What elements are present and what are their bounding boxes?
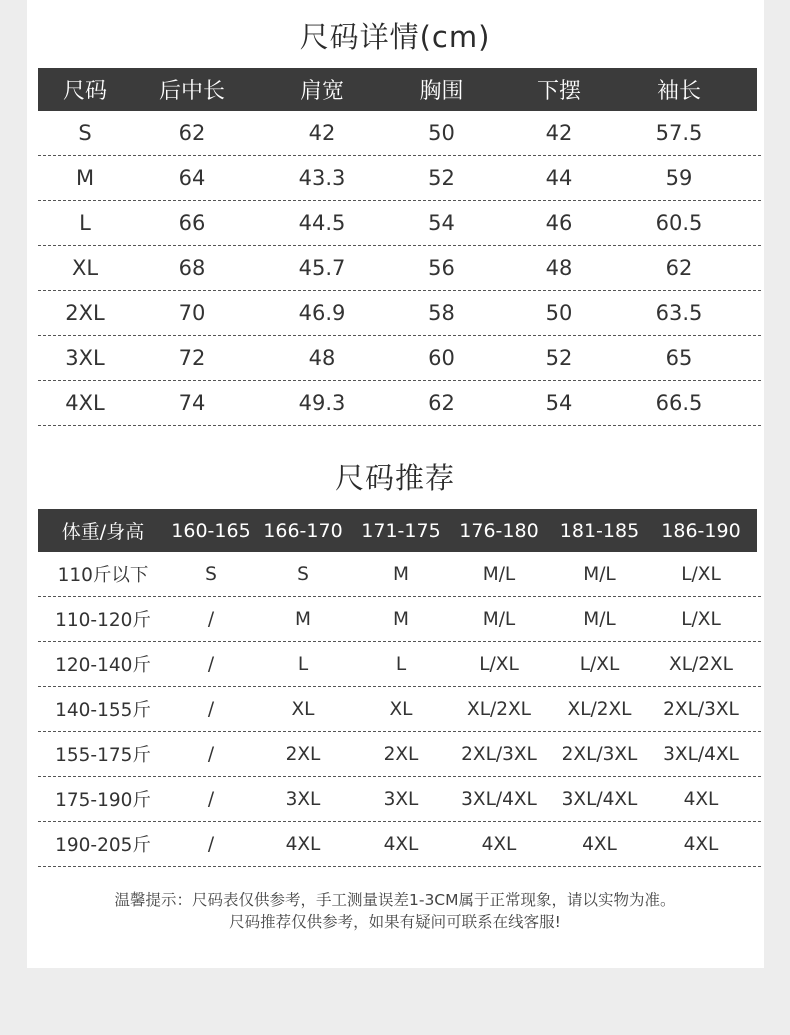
- table-row: [38, 156, 761, 201]
- row-label-cell: XL: [71, 256, 99, 280]
- header-cell: 171-175: [361, 519, 441, 542]
- table-cell: 3XL: [285, 788, 321, 810]
- table-cell: 60.5: [655, 211, 703, 235]
- header-cell: 176-180: [459, 519, 539, 542]
- table-cell: S: [297, 563, 309, 585]
- table-cell: 62: [428, 391, 455, 415]
- size-recommendation-title: 尺码推荐: [334, 461, 455, 495]
- table-cell: 66.5: [655, 391, 703, 415]
- table-cell: 48: [545, 256, 573, 280]
- table-cell: 42: [308, 121, 336, 145]
- header-cell: 181-185: [559, 519, 640, 542]
- table-cell: 65: [665, 346, 693, 370]
- table-cell: 48: [308, 346, 336, 370]
- table-cell: XL: [389, 698, 413, 720]
- row-label-cell: 2XL: [65, 301, 105, 325]
- table-cell: 3XL/4XL: [461, 788, 537, 810]
- table-row: [38, 552, 761, 597]
- table-row: [38, 201, 761, 246]
- table-cell: 2XL: [285, 743, 321, 765]
- row-label-cell: M: [75, 166, 95, 190]
- header-cell: 160-165: [171, 519, 251, 542]
- table-cell: 46.9: [298, 301, 346, 325]
- table-cell: S: [205, 563, 217, 585]
- table-row: [38, 381, 761, 426]
- table-cell: 2XL: [383, 743, 419, 765]
- table-cell: 52: [545, 346, 573, 370]
- table-cell: M: [393, 608, 409, 630]
- table-row: [38, 822, 761, 867]
- row-label-cell: 140-155斤: [55, 700, 151, 721]
- table-cell: 4XL: [383, 833, 419, 855]
- table-cell: 2XL/3XL: [663, 698, 739, 720]
- table-cell: 62: [665, 256, 693, 280]
- table-cell: 3XL/4XL: [663, 743, 739, 765]
- table-cell: 57.5: [655, 121, 703, 145]
- table-cell: /: [207, 788, 215, 810]
- table-cell: 42: [545, 121, 573, 145]
- table-cell: 70: [178, 301, 206, 325]
- table-cell: 68: [178, 256, 206, 280]
- row-label-cell: 155-175斤: [55, 745, 151, 766]
- table-row: [38, 732, 761, 777]
- table-cell: /: [207, 743, 215, 765]
- table-cell: M/L: [482, 563, 516, 585]
- table-row: [38, 291, 761, 336]
- size-detail-title: 尺码详情(cm): [299, 20, 491, 54]
- table-cell: 62: [178, 121, 206, 145]
- header-cell: 186-190: [661, 519, 741, 542]
- table-cell: XL: [291, 698, 315, 720]
- size-detail-header-row: [38, 68, 757, 111]
- header-cell: 尺码: [62, 79, 107, 104]
- table-cell: 72: [178, 346, 206, 370]
- table-cell: 56: [428, 256, 455, 280]
- table-cell: 44.5: [298, 211, 346, 235]
- table-cell: 4XL: [683, 788, 719, 810]
- row-label-cell: 110-120斤: [55, 610, 151, 631]
- table-cell: L: [395, 653, 407, 675]
- table-cell: 58: [428, 301, 455, 325]
- table-cell: 4XL: [285, 833, 321, 855]
- size-recommendation-header-row: [38, 509, 757, 552]
- table-row: [38, 687, 761, 732]
- table-cell: 54: [428, 211, 455, 235]
- table-cell: XL/2XL: [669, 653, 733, 675]
- row-label-cell: 120-140斤: [55, 655, 151, 676]
- table-cell: L/XL: [681, 608, 721, 630]
- table-cell: 4XL: [481, 833, 517, 855]
- header-cell: 肩宽: [299, 79, 344, 104]
- table-cell: M/L: [482, 608, 516, 630]
- table-cell: 52: [428, 166, 455, 190]
- row-label-cell: S: [78, 121, 92, 145]
- header-cell: 166-170: [263, 519, 343, 542]
- table-cell: L: [297, 653, 309, 675]
- table-cell: L/XL: [479, 653, 519, 675]
- table-cell: 60: [428, 346, 455, 370]
- table-cell: L/XL: [681, 563, 721, 585]
- table-cell: 45.7: [298, 256, 346, 280]
- row-label-cell: 110斤以下: [57, 565, 149, 586]
- table-cell: 63.5: [655, 301, 703, 325]
- table-cell: 74: [178, 391, 206, 415]
- table-cell: XL/2XL: [567, 698, 632, 720]
- table-row: [38, 111, 761, 156]
- table-cell: /: [207, 833, 215, 855]
- row-label-cell: 175-190斤: [55, 790, 151, 811]
- table-row: [38, 642, 761, 687]
- header-cell: 体重/身高: [61, 521, 145, 543]
- table-cell: 50: [428, 121, 455, 145]
- size-recommendation-table: [38, 509, 757, 867]
- table-cell: 2XL/3XL: [561, 743, 638, 765]
- table-cell: 43.3: [298, 166, 346, 190]
- table-cell: L/XL: [579, 653, 620, 675]
- row-label-cell: 3XL: [65, 346, 105, 370]
- table-cell: 64: [178, 166, 206, 190]
- header-cell: 胸围: [419, 79, 464, 104]
- header-cell: 袖长: [656, 79, 701, 104]
- header-cell: 下摆: [536, 79, 581, 104]
- size-detail-table: [38, 68, 757, 426]
- table-cell: 59: [665, 166, 693, 190]
- table-row: [38, 777, 761, 822]
- table-cell: 4XL: [582, 833, 617, 855]
- table-cell: M/L: [583, 608, 616, 630]
- row-label-cell: 190-205斤: [55, 835, 151, 856]
- table-cell: /: [207, 608, 215, 630]
- table-cell: 49.3: [298, 391, 346, 415]
- row-label-cell: 4XL: [65, 391, 105, 415]
- header-cell: 后中长: [158, 79, 225, 104]
- table-cell: /: [207, 653, 215, 675]
- table-row: [38, 246, 761, 291]
- size-recommendation-body: [38, 552, 757, 867]
- table-cell: 54: [545, 391, 573, 415]
- table-cell: M/L: [583, 563, 616, 585]
- table-cell: XL/2XL: [467, 698, 531, 720]
- table-cell: /: [207, 698, 215, 720]
- table-cell: 3XL/4XL: [561, 788, 638, 810]
- tip-note-line-1: 温馨提示：尺码表仅供参考，手工测量误差1-3CM属于正常现象，请以实物为准。: [114, 891, 676, 909]
- table-row: [38, 597, 761, 642]
- table-cell: 2XL/3XL: [461, 743, 537, 765]
- table-cell: 3XL: [383, 788, 419, 810]
- table-cell: 46: [545, 211, 573, 235]
- tip-note-line-2: 尺码推荐仅供参考，如果有疑问可联系在线客服!: [229, 913, 561, 931]
- table-cell: M: [295, 608, 311, 630]
- table-cell: 44: [545, 166, 573, 190]
- table-cell: 4XL: [683, 833, 719, 855]
- table-cell: M: [393, 563, 409, 585]
- size-detail-body: [38, 111, 757, 426]
- table-row: [38, 336, 761, 381]
- table-cell: 50: [545, 301, 573, 325]
- row-label-cell: L: [79, 211, 91, 235]
- table-cell: 66: [178, 211, 206, 235]
